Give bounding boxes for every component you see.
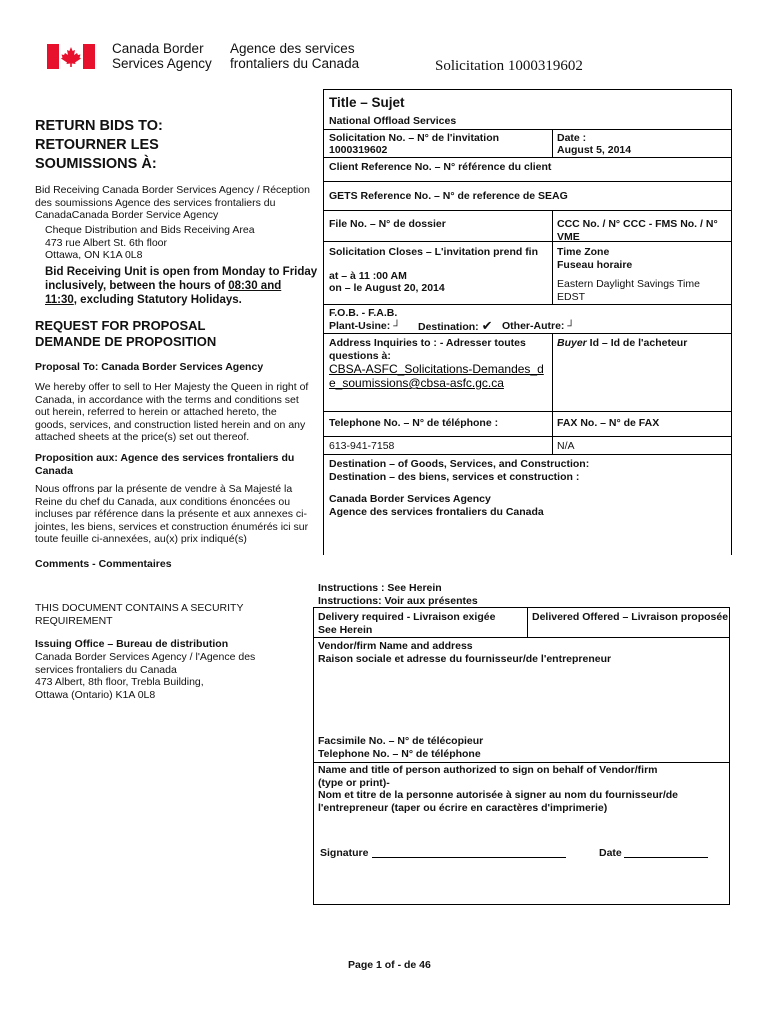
canada-flag-icon <box>47 44 95 69</box>
offer-text-fr: Nous offrons par la présente de vendre à Sa Majesté la Reine du chef du Canada, aux conditions énoncées ou incluses par référence dans la présente et aux annexes ci-jointes, les biens, services et construction énumérés ici sur toute feuille ci-annexées, au(x) prix indiqué(s) <box>35 483 309 545</box>
telephone-value: 613-941-7158 <box>329 440 395 452</box>
date-sign-label: Date <box>599 847 622 859</box>
plant-usine <box>329 320 401 333</box>
row-divider <box>323 333 732 334</box>
time-zone-value: Eastern Daylight Savings Time EDST <box>557 278 700 303</box>
checkmark-icon[interactable]: ✔ <box>481 318 493 333</box>
time-zone-label: Time Zone Fuseau horaire <box>557 246 633 271</box>
signature-label: Signature <box>320 847 369 859</box>
comments-label: Comments - Commentaires <box>35 558 172 570</box>
delivered-offered: Delivered Offered – Livraison proposée <box>532 611 729 623</box>
column-divider <box>552 333 553 454</box>
agency-name-fr-line2: frontaliers du Canada <box>230 56 360 71</box>
vendor-box-top-border <box>313 607 730 608</box>
buyer-word: Buyer <box>557 337 587 349</box>
rfp-heading: REQUEST FOR PROPOSAL DEMANDE DE PROPOSITION <box>35 318 217 349</box>
facsimile-telephone-label: Facsimile No. – N° de télécopieur Telephone No. – N° de téléphone <box>318 735 484 760</box>
title-value: National Offload Services <box>329 115 457 127</box>
destination-goods-label: Destination – of Goods, Services, and Construction: Destination – des biens, services et construction : <box>329 458 590 483</box>
proposal-to: Proposal To: Canada Border Services Agency <box>35 361 264 373</box>
bid-receiving-text: Bid Receiving Canada Border Services Agency / Réception des soumissions Agence des services frontaliers du CanadaCanada Border Service Agency <box>35 184 310 221</box>
vendor-box-right-border <box>729 607 730 905</box>
address-inquiries-label: Address Inquiries to : - Adresser toutes questions à: <box>329 337 526 362</box>
offer-text-en: We hereby offer to sell to Her Majesty the Queen in right of Canada, in accordance with the terms and conditions set out herein, referred to herein or attached hereto, the goods, services, and construction listed herein and on any attached sheets at the price(s) set out thereof. <box>35 381 309 443</box>
box-right-border <box>731 89 732 555</box>
buyer-id-rest: Id – Id de l'acheteur <box>586 337 688 349</box>
other-autre <box>502 320 575 333</box>
box-left-border <box>323 89 324 555</box>
other-autre-label: Other-Autre: <box>502 320 565 332</box>
bid-receiving-address: Cheque Distribution and Bids Receiving Area 473 rue Albert St. 6th floor Ottawa, ON K1A 0L8 <box>45 224 255 261</box>
vendor-box-left-border <box>313 607 314 905</box>
open-hours-prefix: Bid Receiving Unit is open from Monday to Friday inclusively, between the hours of <box>45 266 318 292</box>
row-divider <box>323 411 732 412</box>
agency-name-en <box>112 41 212 71</box>
buyer-id-label <box>557 337 687 350</box>
row-divider <box>323 454 732 455</box>
ccc-no-label: CCC No. / N° CCC - FMS No. / N° VME <box>557 218 718 243</box>
agency-name-en-line1: Canada Border <box>112 41 204 56</box>
agency-name-fr <box>230 41 359 71</box>
destination-agency: Canada Border Services Agency Agence des services frontaliers du Canada <box>329 493 544 518</box>
fax-label: FAX No. – N° de FAX <box>557 417 660 429</box>
closing-time: at – à 11 :00 AM <box>329 270 407 282</box>
page-number: Page 1 of - de 46 <box>348 959 431 971</box>
instructions-label: Instructions : See Herein Instructions: Voir aux présentes <box>318 582 478 607</box>
open-hours-notice <box>45 265 320 307</box>
row-divider <box>323 210 732 211</box>
row-divider <box>323 129 732 130</box>
column-divider <box>552 210 553 304</box>
open-hours-time1: 08:30 and <box>228 280 282 292</box>
closing-date: on – le August 20, 2014 <box>329 282 445 294</box>
date-label: Date : <box>557 132 587 144</box>
solicitation-title: Solicitation 1000319602 <box>435 58 583 74</box>
row-divider <box>323 436 732 437</box>
solicitation-closes-label: Solicitation Closes – L'invitation prend fin <box>329 246 539 258</box>
agency-name-fr-line1: Agence des services <box>230 41 355 56</box>
row-divider <box>323 157 732 158</box>
row-divider <box>323 304 732 305</box>
column-divider <box>552 129 553 157</box>
vendor-box-bottom-border <box>313 904 730 905</box>
inquiries-email-link[interactable]: CBSA-ASFC_Solicitations-Demandes_de_soumissions@cbsa-asfc.gc.ca <box>329 362 544 390</box>
fax-value: N/A <box>557 440 575 452</box>
open-hours-suffix: , excluding Statutory Holidays. <box>73 294 242 306</box>
plant-usine-label: Plant-Usine: <box>329 320 391 332</box>
destination-option <box>418 320 493 334</box>
other-checkbox-icon[interactable]: ┘ <box>567 320 575 332</box>
delivery-required: Delivery required - Livraison exigée See Herein <box>318 611 496 636</box>
plant-checkbox-icon[interactable]: ┘ <box>393 320 401 332</box>
return-bids-heading: RETURN BIDS TO: RETOURNER LES SOUMISSIONS À: <box>35 118 163 172</box>
box-top-border <box>323 89 732 90</box>
row-divider <box>313 637 730 638</box>
row-divider <box>323 181 732 182</box>
gets-reference-label: GETS Reference No. – N° de reference de SEAG <box>329 190 568 202</box>
destination-option-label: Destination: <box>418 321 479 333</box>
fob-label: F.O.B. - F.A.B. <box>329 307 398 319</box>
issuing-office-label: Issuing Office – Bureau de distribution <box>35 638 229 650</box>
signature-line[interactable] <box>372 857 566 858</box>
agency-name-en-line2: Services Agency <box>112 56 212 71</box>
column-divider <box>527 607 528 637</box>
telephone-label: Telephone No. – N° de téléphone : <box>329 417 499 429</box>
title-label: Title – Sujet <box>329 95 405 110</box>
client-reference-label: Client Reference No. – N° référence du client <box>329 161 552 173</box>
issuing-office-address: Canada Border Services Agency / l'Agence des services frontaliers du Canada 473 Albert, 8th floor, Trebla Building, Ottawa (Ontario) K1A 0L8 <box>35 651 256 701</box>
open-hours-time2: 11:30 <box>45 294 74 306</box>
file-no-label: File No. – N° de dossier <box>329 218 446 230</box>
row-divider <box>313 762 730 763</box>
date-sign-line[interactable] <box>624 857 708 858</box>
security-requirement: THIS DOCUMENT CONTAINS A SECURITY REQUIREMENT <box>35 602 244 627</box>
authorized-signer-label: Name and title of person authorized to sign on behalf of Vendor/firm (type or print)- Nom et titre de la personne autorisée à signer au nom du fournisseur/de l'entrepreneur (taper ou écrire en caractères d'imprimerie) <box>318 764 678 814</box>
proposition-aux: Proposition aux: Agence des services frontaliers du Canada <box>35 452 295 477</box>
date-value: August 5, 2014 <box>557 144 632 156</box>
solicitation-no-value: 1000319602 <box>329 144 388 156</box>
solicitation-no-label: Solicitation No. – N° de l'invitation <box>329 132 500 144</box>
vendor-name-address-label: Vendor/firm Name and address Raison sociale et adresse du fournisseur/de l'entrepreneur <box>318 640 612 665</box>
